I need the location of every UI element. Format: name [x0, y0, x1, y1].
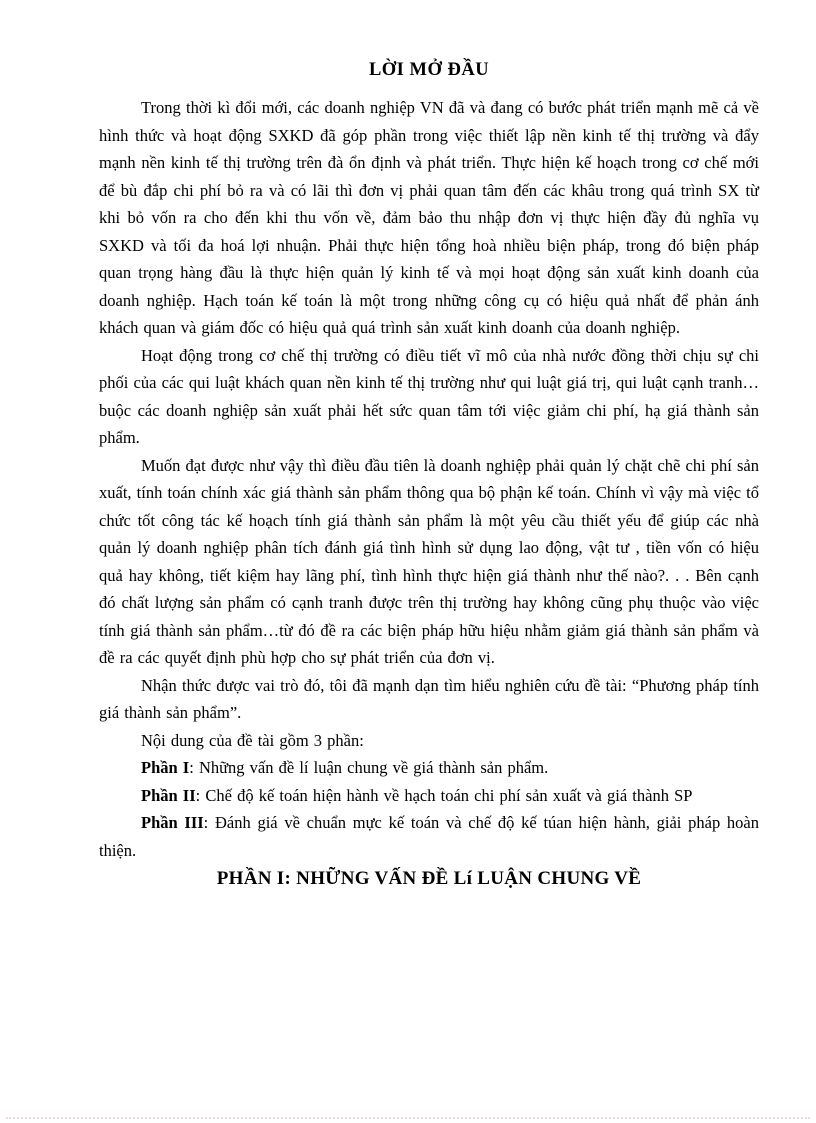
part-1-label: Phần I: [141, 758, 190, 777]
paragraph-outline-intro: Nội dung của đề tài gồm 3 phần:: [141, 730, 364, 750]
part-3-label: Phần III: [141, 813, 204, 832]
paragraph-topic-statement: Nhận thức được vai trò đó, tôi đã mạnh dạn tìm hiểu nghiên cứu đề tài: “Phương pháp tính giá thành sản phẩm”.: [99, 675, 759, 722]
paragraph-market-mechanism: Hoạt động trong cơ chế thị trường có điều tiết vĩ mô của nhà nước đồng thời chịu sự chi phối của các qui luật khách quan nền kinh tế thị trường như qui luật giá trị, qui luật cạnh tranh…buộc các doanh nghiệp sản xuất phải hết sức quan tâm tới việc giảm chi phí, hạ giá thành sản phẩm.: [99, 345, 759, 447]
part-1-line: [99, 754, 759, 782]
section-heading: PHẦN I: NHỮNG VẤN ĐỀ Lí LUẬN CHUNG VỀ: [216, 868, 642, 889]
part-2-label: Phần II: [141, 785, 196, 805]
bottom-dotted-divider: [6, 1117, 810, 1119]
part-1-text: : Những vấn đề lí luận chung về giá thành sản phẩm.: [189, 758, 549, 777]
part-3-line: [99, 809, 759, 864]
page-title: LỜI MỞ ĐẦU: [368, 60, 490, 80]
paragraph-intro: Trong thời kì đổi mới, các doanh nghiệp VN đã và đang có bước phát triển mạnh mẽ cả về hình thức và hoạt động SXKD đã góp phần trong việc thiết lập nền kinh tế thị trường và đẩy mạnh nền kinh tế thị trường trên đà ổn định và phát triển. Thực hiện kế hoạch trong cơ chế mới để bù đắp chi phí bỏ ra và có lãi thì đơn vị phải quan tâm đến các khâu trong quá trình SX từ khi bỏ vốn ra cho đến khi thu vốn về, đảm bảo thu nhập đơn vị thực hiện đầy đủ nghĩa vụ SXKD và tối đa hoá lợi nhuận. Phải thực hiện tổng hoà nhiều biện pháp, trong đó biện pháp quan trọng hàng đầu là thực hiện quản lý kinh tế và mọi hoạt động sản xuất kinh doanh của doanh nghiệp. Hạch toán kế toán là một trong những công cụ có hiệu quả nhất để phản ánh khách quan và giám đốc có hiệu quả quá trình sản xuất kinh doanh của doanh nghiệp.: [99, 98, 759, 337]
part-3-text: : Đánh giá về chuẩn mực kế toán và chế độ kế túan hiện hành, giải pháp hoàn thiện.: [99, 813, 759, 860]
paragraph-cost-management: Muốn đạt được như vậy thì điều đầu tiên là doanh nghiệp phải quản lý chặt chẽ chi phí sản xuất, tính toán chính xác giá thành sản phẩm thông qua bộ phận kế toán. Chính vì vậy mà việc tổ chức tốt công tác kế hoạch tính giá thành sản phẩm là một yêu cầu thiết yếu để giúp các nhà quản lý doanh nghiệp phân tích đánh giá tình hình sử dụng lao động, vật tư , tiền vốn có hiệu quả hay không, tiết kiệm hay lãng phí, tình hình thực hiện giá thành như thế nào?. . . Bên cạnh đó chất lượng sản phẩm có cạnh tranh được trên thị trường hay không cũng phụ thuộc vào việc tính giá thành sản phẩm…từ đó đề ra các biện pháp hữu hiệu nhằm giảm giá thành sản phẩm và đề ra các quyết định phù hợp cho sự phát triển của đơn vị.: [99, 455, 759, 667]
part-2-text: : Chế độ kế toán hiện hành về hạch toán chi phí sản xuất và giá thành SP: [195, 785, 693, 805]
part-2-line: [99, 782, 759, 810]
